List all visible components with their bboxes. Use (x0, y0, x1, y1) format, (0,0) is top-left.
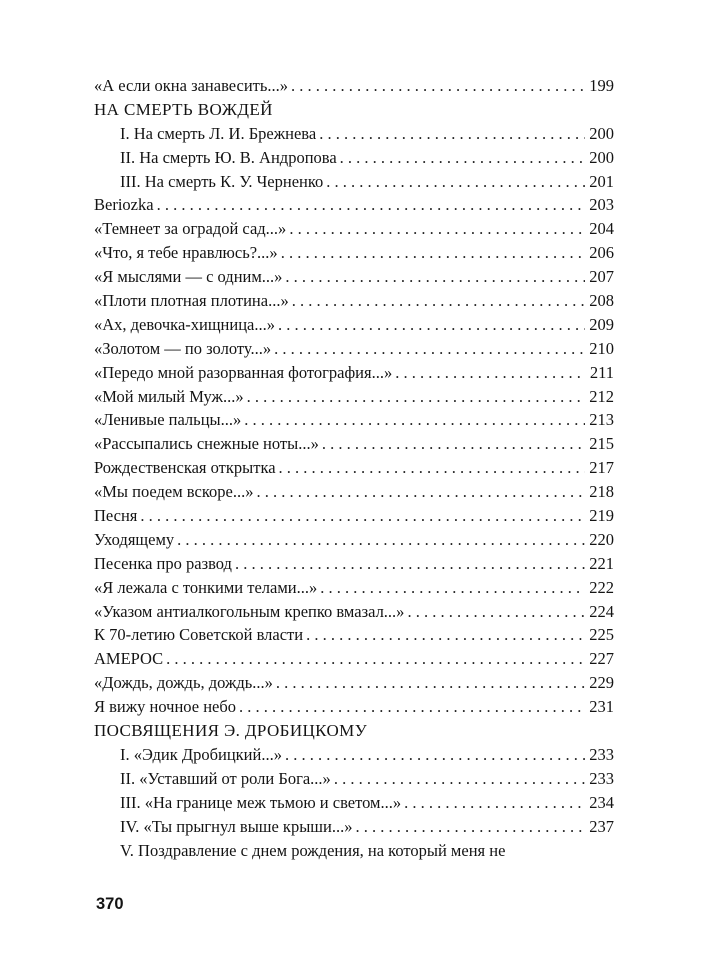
toc-entry-page: 199 (589, 76, 614, 95)
toc-entry-title: НА СМЕРТЬ ВОЖДЕЙ (94, 99, 273, 119)
toc-entry (94, 504, 614, 528)
toc-entry (94, 528, 614, 552)
toc-entry (94, 361, 614, 385)
toc-entry (94, 791, 614, 815)
toc-section-heading (94, 719, 614, 743)
toc-entry (94, 815, 614, 839)
toc-entry-title: «Золотом — по золоту...» (94, 338, 272, 358)
dot-leader (404, 791, 585, 815)
dot-leader (334, 767, 585, 791)
toc-entry (94, 289, 614, 313)
dot-leader (326, 170, 585, 194)
toc-entry-page: 201 (589, 171, 614, 191)
toc-entry-page: 215 (589, 434, 614, 454)
dot-leader (276, 671, 585, 695)
page-number: 370 (96, 895, 124, 913)
toc-entry (94, 217, 614, 241)
toc-entry (94, 146, 614, 170)
dot-leader (306, 623, 585, 647)
toc-entry-title: «Я лежала с тонкими телами...» (94, 577, 318, 597)
toc-entry-page: 206 (589, 243, 614, 263)
toc-entry-title: Я вижу ночное небо (94, 697, 237, 717)
toc-entry-title: «Ленивые пальцы...» (94, 410, 242, 430)
toc-entry-page: 218 (589, 482, 614, 502)
toc-entry-page: 225 (589, 625, 614, 645)
toc-entry-page: 229 (589, 673, 614, 693)
toc-entry-page: 222 (589, 577, 614, 597)
toc-entry (94, 241, 614, 265)
dot-leader (256, 480, 585, 504)
toc-entry-title: «Мой милый Муж...» (94, 386, 244, 406)
toc-entry-title: «Дождь, дождь, дождь...» (94, 673, 273, 693)
toc-entry-title: Beriozka (94, 195, 154, 215)
dot-leader (322, 432, 585, 456)
dot-leader (285, 265, 585, 289)
toc-entry-page: 210 (589, 338, 614, 358)
toc-entry-title: III. На смерть К. У. Черненко (120, 171, 324, 191)
toc-entry-title: К 70-летию Советской власти (94, 625, 304, 645)
toc-entry-page: 204 (589, 219, 614, 239)
toc-entry-title: Уходящему (94, 529, 175, 549)
toc-entry-page: 209 (589, 314, 614, 334)
toc-entry-title: «Передо мной разорванная фотография...» (94, 362, 393, 382)
toc-entry-title: III. «На границе меж тьмою и светом...» (120, 792, 402, 812)
dot-leader (281, 241, 585, 265)
toc-entry (94, 74, 614, 98)
toc-entry-title: «Ах, девочка-хищница...» (94, 314, 275, 334)
toc-entry (94, 695, 614, 719)
toc-entry-page: 212 (589, 386, 614, 406)
dot-leader (395, 361, 585, 385)
toc-entry (94, 432, 614, 456)
dot-leader (157, 193, 585, 217)
dot-leader (239, 695, 585, 719)
toc-entry (94, 337, 614, 361)
dot-leader (319, 122, 585, 146)
toc-entry-title: АМЕРОС (94, 649, 164, 669)
toc-entry (94, 576, 614, 600)
toc-entry-page: 200 (589, 123, 614, 143)
toc-entry-title: II. На смерть Ю. В. Андропова (120, 147, 337, 167)
dot-leader (355, 815, 585, 839)
dot-leader (340, 146, 585, 170)
toc-entry (94, 408, 614, 432)
toc-entry-title: «Что, я тебе нравлюсь?...» (94, 243, 278, 263)
toc-entry-title: IV. «Ты прыгнул выше крыши...» (120, 816, 353, 836)
toc-entry-page: 224 (589, 601, 614, 621)
toc-entry-page: 231 (589, 697, 614, 717)
toc-entry-page: 208 (589, 291, 614, 311)
toc-entry (94, 623, 614, 647)
toc-entry-page: 221 (589, 553, 614, 573)
toc-entry-page: 217 (589, 458, 614, 478)
dot-leader (292, 289, 585, 313)
toc-entry (94, 600, 614, 624)
dot-leader (285, 743, 585, 767)
dot-leader (407, 600, 585, 624)
dot-leader (274, 337, 585, 361)
toc-section-heading (94, 98, 614, 122)
toc-entry-title: Рождественская открытка (94, 458, 276, 478)
toc-entry-title: I. На смерть Л. И. Брежнева (120, 123, 317, 143)
toc-entry (94, 313, 614, 337)
dot-leader (244, 408, 585, 432)
toc-entry-page: 233 (589, 768, 614, 788)
dot-leader (289, 217, 585, 241)
toc-entry (94, 743, 614, 767)
toc-entry-title: «Плоти плотная плотина...» (94, 291, 289, 311)
toc-entry (94, 647, 614, 671)
toc-entry (94, 385, 614, 409)
toc-entry (94, 480, 614, 504)
toc-entry-page: 207 (589, 267, 614, 287)
toc-entry (94, 456, 614, 480)
toc-entry-page: 233 (589, 744, 614, 764)
toc-entry-page: 234 (589, 792, 614, 812)
toc-entry (94, 122, 614, 146)
toc-entry-title: I. «Эдик Дробицкий...» (120, 744, 282, 764)
toc-entry (94, 552, 614, 576)
toc-entry-page: 237 (589, 816, 614, 836)
toc-entry-title: «Темнеет за оградой сад...» (94, 219, 287, 239)
toc-entry (94, 170, 614, 194)
toc-entry-title: «Рассыпались снежные ноты...» (94, 434, 319, 454)
toc-entry-title: Песенка про развод (94, 553, 232, 573)
toc-entry-title: «А если окна занавесить...» (94, 76, 289, 95)
toc-entry-title: II. «Уставший от роли Бога...» (120, 768, 331, 788)
toc-entry-title: «Мы поедем вскоре...» (94, 482, 254, 502)
toc-entry-title: Песня (94, 506, 138, 526)
table-of-contents (94, 74, 614, 862)
toc-entry-title: «Я мыслями — с одним...» (94, 267, 283, 287)
toc-entry-page: 213 (589, 410, 614, 430)
toc-entry-page: 220 (589, 529, 614, 549)
toc-entry (94, 193, 614, 217)
toc-entry (94, 839, 614, 863)
dot-leader (278, 313, 585, 337)
dot-leader (320, 576, 585, 600)
dot-leader (235, 552, 585, 576)
toc-entry-title: V. Поздравление с днем рождения, на который меня не (120, 840, 506, 860)
dot-leader (279, 456, 585, 480)
toc-entry (94, 671, 614, 695)
toc-entry-page: 211 (589, 362, 614, 382)
dot-leader (140, 504, 585, 528)
toc-entry-page: 219 (589, 506, 614, 526)
toc-entry-page: 203 (589, 195, 614, 215)
toc-entry-title: «Указом антиалкогольным крепко вмазал...» (94, 601, 405, 621)
dot-leader (291, 74, 585, 98)
toc-entry-page: 200 (589, 147, 614, 167)
dot-leader (166, 647, 585, 671)
toc-entry (94, 767, 614, 791)
dot-leader (177, 528, 585, 552)
dot-leader (247, 385, 585, 409)
toc-entry-title: ПОСВЯЩЕНИЯ Э. ДРОБИЦКОМУ (94, 721, 368, 741)
toc-entry (94, 265, 614, 289)
toc-entry-page: 227 (589, 649, 614, 669)
